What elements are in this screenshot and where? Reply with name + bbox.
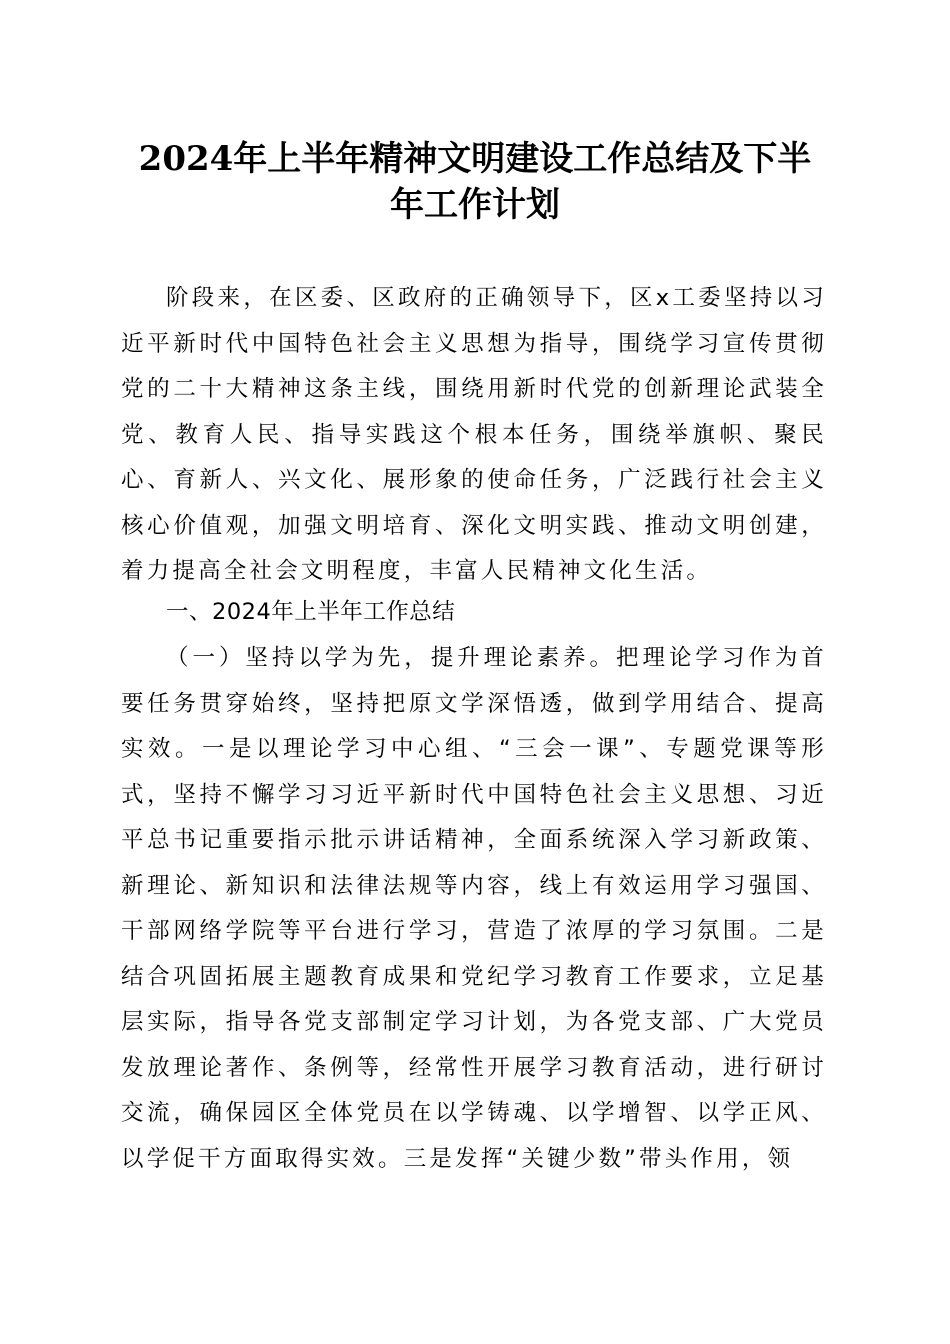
section-heading: 一、2024年上半年工作总结: [166, 599, 456, 625]
subsection-body: 把理论学习作为首要任务贯穿始终，坚持把原文学深悟透，做到学用结合、提高实效。一是以理论学习中心组、“三会一课”、专题党课等形式，坚持不懈学习习近平新时代中国特色社会主义思想、习近平总书记重要指示批示讲话精神，全面系统深入学习新政策、新理论、新知识和法律法规等内容，线上有效运用学习强国、干部网络学院等平台进行学习，营造了浓厚的学习氛围。二是结合巩固拓展主题教育成果和党纪学习教育工作要求，立足基层实际，指导各党支部制定学习计划，为各党支部、广大党员发放理论著作、条例等，经常性开展学习教育活动，进行研讨交流，确保园区全体党员在以学铸魂、以学增智、以学正风、以学促干方面取得实效。三是发挥“关键少数”带头作用，领: [121, 645, 827, 1172]
title-line-2: 年工作计划: [390, 185, 560, 225]
intro-paragraph: 阶段来，在区委、区政府的正确领导下，区x工委坚持以习近平新时代中国特色社会主义思想为指导，围绕学习宣传贯彻党的二十大精神这条主线，围绕用新时代党的创新理论武装全党、教育人民、指导实践这个根本任务，围绕举旗帜、聚民心、育新人、兴文化、展形象的使命任务，广泛践行社会主义核心价值观，加强文明培育、深化文明实践、推动文明创建，着力提高全社会文明程度，丰富人民精神文化生活。: [121, 285, 827, 584]
document-title: [110, 136, 840, 228]
subsection-paragraph: [121, 636, 827, 1182]
title-line-1: 2024年上半年精神文明建设工作总结及下半: [138, 139, 812, 179]
subsection-heading: （一）坚持以学为先，提升理论素养。: [166, 645, 616, 671]
